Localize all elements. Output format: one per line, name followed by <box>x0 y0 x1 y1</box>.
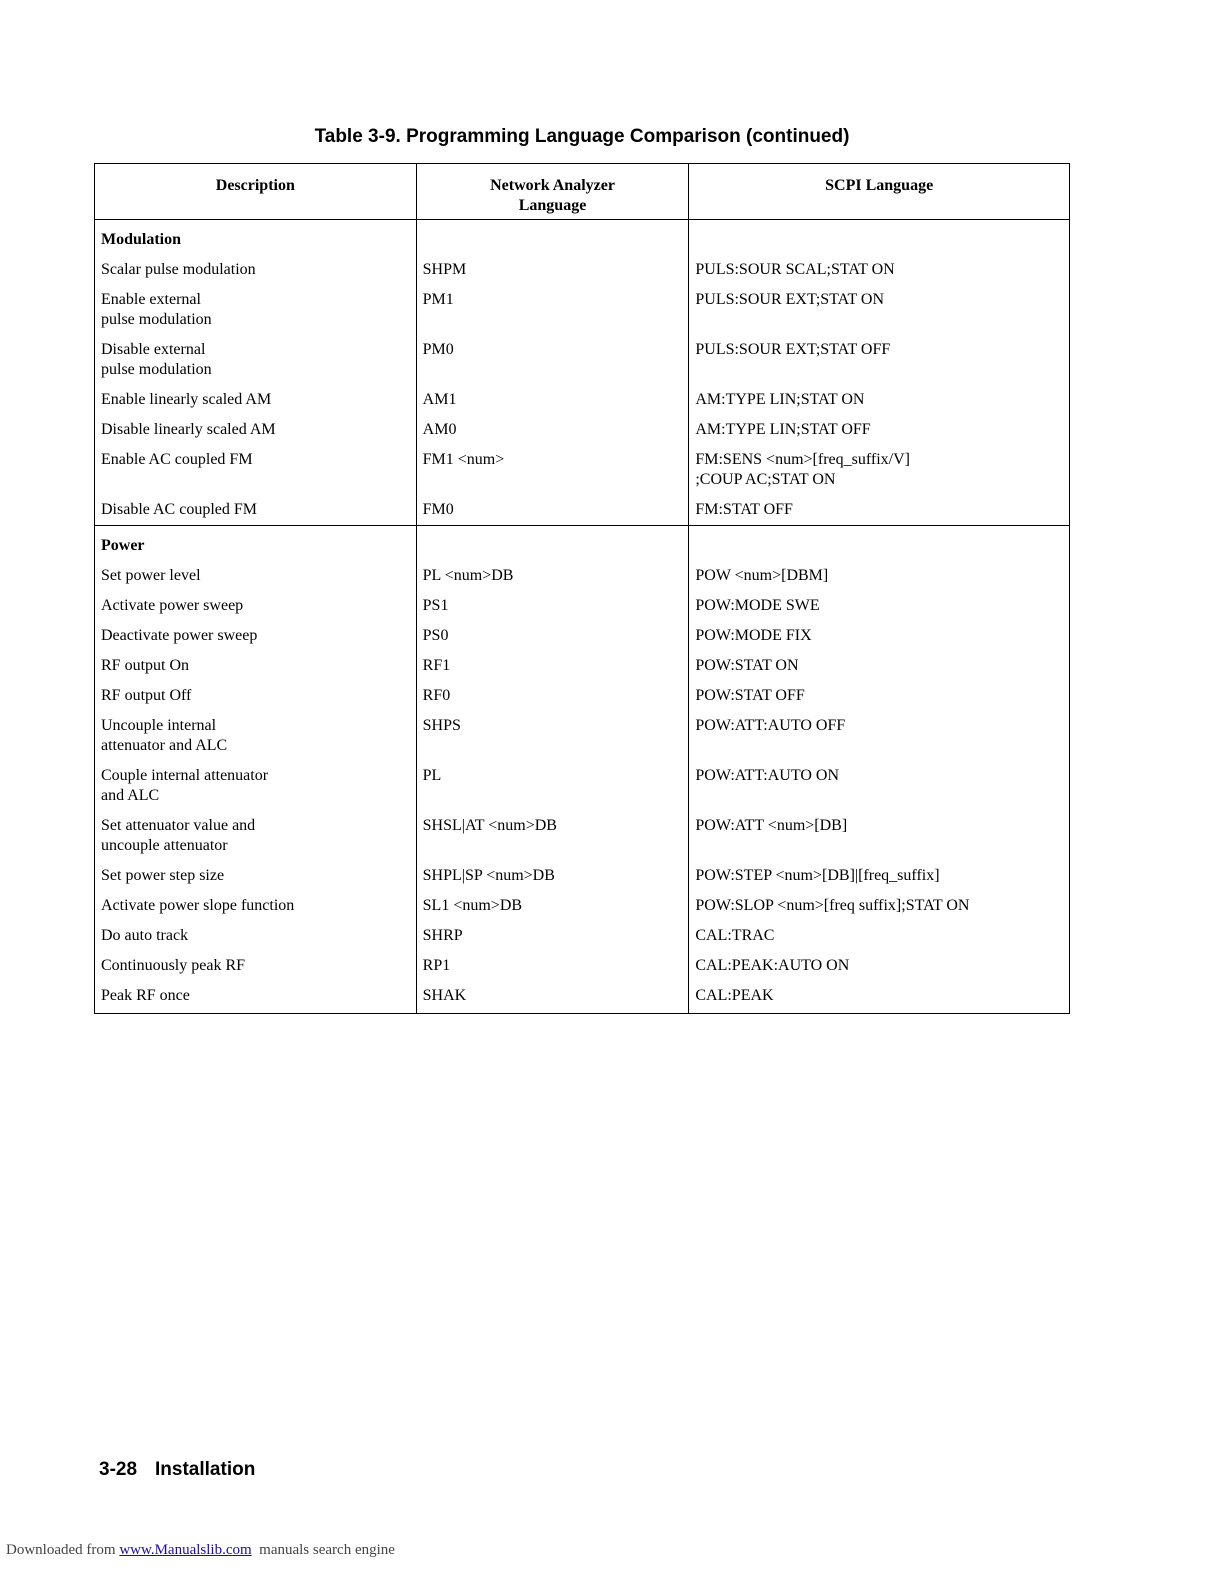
network-analyzer-cell <box>416 385 689 415</box>
scpi-cell-line: POW:STEP <num>[DB]|[freq_suffix] <box>695 867 940 884</box>
network-analyzer-cell-line: SHPM <box>422 261 467 278</box>
description-cell <box>95 621 417 651</box>
scpi-cell <box>689 681 1070 711</box>
network-analyzer-cell-line: SHSL|AT <num>DB <box>422 817 557 834</box>
scpi-cell <box>689 921 1070 951</box>
scpi-cell <box>689 495 1070 526</box>
scpi-cell-line: CAL:TRAC <box>695 927 775 944</box>
network-analyzer-cell-line: PL <box>422 767 442 784</box>
scpi-cell-line: FM:STAT OFF <box>695 501 793 518</box>
scpi-cell-line: AM:TYPE LIN;STAT OFF <box>695 421 871 438</box>
description-cell-line: Scalar pulse modulation <box>101 261 256 278</box>
empty-cell <box>689 526 1070 562</box>
scpi-cell <box>689 861 1070 891</box>
description-cell <box>95 255 417 285</box>
scpi-cell-line: POW <num>[DBM] <box>695 567 829 584</box>
network-analyzer-cell-line: SHRP <box>422 927 463 944</box>
scpi-cell-line: CAL:PEAK <box>695 987 774 1004</box>
scpi-cell-line: POW:MODE SWE <box>695 597 820 614</box>
description-cell-line: Deactivate power sweep <box>101 627 258 644</box>
scpi-cell <box>689 285 1070 335</box>
network-analyzer-cell <box>416 335 689 385</box>
scpi-cell <box>689 335 1070 385</box>
network-analyzer-cell <box>416 651 689 681</box>
network-analyzer-cell <box>416 861 689 891</box>
scpi-cell-line: PULS:SOUR EXT;STAT OFF <box>695 341 891 358</box>
description-cell-line: Uncouple internal <box>101 717 217 734</box>
scpi-cell-line: POW:STAT OFF <box>695 687 805 704</box>
table-row <box>95 891 1070 921</box>
table-row <box>95 385 1070 415</box>
table-row <box>95 561 1070 591</box>
scpi-cell <box>689 651 1070 681</box>
scpi-cell <box>689 951 1070 981</box>
description-cell-line: pulse modulation <box>101 311 212 328</box>
table-row <box>95 761 1070 811</box>
description-cell-line: Set power step size <box>101 867 225 884</box>
table-row <box>95 811 1070 861</box>
scpi-cell-line: POW:ATT <num>[DB] <box>695 817 848 834</box>
description-cell-line: Enable external <box>101 291 201 308</box>
description-cell <box>95 761 417 811</box>
description-cell <box>95 445 417 495</box>
table-row <box>95 591 1070 621</box>
table-row <box>95 335 1070 385</box>
description-cell-line: Disable AC coupled FM <box>101 501 257 518</box>
description-cell <box>95 891 417 921</box>
download-note <box>6 1542 395 1559</box>
table-row <box>95 285 1070 335</box>
scpi-cell <box>689 385 1070 415</box>
table-row <box>95 921 1070 951</box>
network-analyzer-cell <box>416 921 689 951</box>
header-network-line1: Network Analyzer <box>490 177 615 194</box>
network-analyzer-cell <box>416 591 689 621</box>
table-row <box>95 861 1070 891</box>
network-analyzer-cell-line: RP1 <box>422 957 451 974</box>
description-cell-line: Set attenuator value and <box>101 817 256 834</box>
section-row <box>95 220 1070 256</box>
description-cell-line: RF output On <box>101 657 190 674</box>
description-cell-line: Continuously peak RF <box>101 957 246 974</box>
scpi-cell-line: FM:SENS <num>[freq_suffix/V] <box>695 451 910 468</box>
description-cell-line: RF output Off <box>101 687 192 704</box>
scpi-cell <box>689 711 1070 761</box>
scpi-cell-line: POW:ATT:AUTO ON <box>695 767 839 784</box>
description-cell <box>95 495 417 526</box>
network-analyzer-cell-line: PM0 <box>422 341 454 358</box>
section-heading: Power <box>95 526 417 562</box>
network-analyzer-cell <box>416 285 689 335</box>
table-row <box>95 621 1070 651</box>
scpi-cell-line: POW:STAT ON <box>695 657 799 674</box>
scpi-cell <box>689 415 1070 445</box>
network-analyzer-cell <box>416 561 689 591</box>
scpi-cell-line: CAL:PEAK:AUTO ON <box>695 957 850 974</box>
network-analyzer-cell-line: SL1 <num>DB <box>422 897 523 914</box>
description-cell-line: attenuator and ALC <box>101 737 228 754</box>
network-analyzer-cell <box>416 495 689 526</box>
description-cell <box>95 681 417 711</box>
network-analyzer-cell <box>416 891 689 921</box>
table-row <box>95 711 1070 761</box>
section-heading: Modulation <box>95 220 417 256</box>
network-analyzer-cell <box>416 255 689 285</box>
network-analyzer-cell <box>416 621 689 651</box>
chapter-name: Installation <box>155 1459 256 1480</box>
network-analyzer-cell-line: AM0 <box>422 421 457 438</box>
network-analyzer-cell-line: PS1 <box>422 597 449 614</box>
description-cell <box>95 651 417 681</box>
network-analyzer-cell <box>416 681 689 711</box>
description-cell <box>95 711 417 761</box>
empty-cell <box>416 220 689 256</box>
network-analyzer-cell-line: PS0 <box>422 627 449 644</box>
description-cell-line: Activate power slope function <box>101 897 295 914</box>
scpi-cell-line: POW:MODE FIX <box>695 627 812 644</box>
scpi-cell <box>689 255 1070 285</box>
description-cell-line: Do auto track <box>101 927 189 944</box>
header-scpi: SCPI Language <box>689 164 1070 220</box>
download-suffix: manuals search engine <box>259 1542 395 1558</box>
scpi-cell <box>689 445 1070 495</box>
scpi-cell <box>689 981 1070 1014</box>
scpi-cell-line: PULS:SOUR EXT;STAT ON <box>695 291 885 308</box>
page-number: 3-28 <box>99 1459 138 1480</box>
header-network-analyzer <box>416 164 689 220</box>
network-analyzer-cell <box>416 811 689 861</box>
table-row <box>95 445 1070 495</box>
table-row <box>95 651 1070 681</box>
header-network-line2: Language <box>518 197 587 214</box>
description-cell-line: Enable linearly scaled AM <box>101 391 272 408</box>
scpi-cell-line: POW:SLOP <num>[freq suffix];STAT ON <box>695 897 970 914</box>
table-row <box>95 255 1070 285</box>
description-cell <box>95 285 417 335</box>
description-cell-line: Activate power sweep <box>101 597 244 614</box>
network-analyzer-cell <box>416 445 689 495</box>
network-analyzer-cell-line: PM1 <box>422 291 454 308</box>
section-row <box>95 526 1070 562</box>
description-cell <box>95 561 417 591</box>
description-cell <box>95 951 417 981</box>
description-cell-line: Enable AC coupled FM <box>101 451 253 468</box>
network-analyzer-cell <box>416 761 689 811</box>
description-cell <box>95 415 417 445</box>
network-analyzer-cell-line: RF1 <box>422 657 451 674</box>
network-analyzer-cell-line: SHAK <box>422 987 467 1004</box>
description-cell-line: Peak RF once <box>101 987 190 1004</box>
header-description: Description <box>95 164 417 220</box>
language-comparison-table <box>94 163 1070 1014</box>
scpi-cell <box>689 621 1070 651</box>
network-analyzer-cell-line: AM1 <box>422 391 457 408</box>
description-cell-line: Disable linearly scaled AM <box>101 421 276 438</box>
description-cell <box>95 981 417 1014</box>
header-row <box>95 164 1070 220</box>
network-analyzer-cell-line: SHPS <box>422 717 461 734</box>
scpi-cell <box>689 591 1070 621</box>
network-analyzer-cell-line: SHPL|SP <num>DB <box>422 867 555 884</box>
table-row <box>95 681 1070 711</box>
page-footer <box>99 1459 255 1481</box>
description-cell <box>95 335 417 385</box>
manualslib-link[interactable]: www.Manualslib.com <box>119 1542 252 1558</box>
network-analyzer-cell-line: RF0 <box>422 687 451 704</box>
network-analyzer-cell-line: FM1 <num> <box>422 451 505 468</box>
scpi-cell-line: AM:TYPE LIN;STAT ON <box>695 391 865 408</box>
scpi-cell-line: ;COUP AC;STAT ON <box>695 471 836 488</box>
description-cell <box>95 921 417 951</box>
scpi-cell <box>689 811 1070 861</box>
empty-cell <box>416 526 689 562</box>
description-cell-line: uncouple attenuator <box>101 837 228 854</box>
description-cell-line: and ALC <box>101 787 160 804</box>
scpi-cell <box>689 561 1070 591</box>
network-analyzer-cell <box>416 711 689 761</box>
description-cell <box>95 385 417 415</box>
description-cell <box>95 591 417 621</box>
table-row <box>95 495 1070 526</box>
network-analyzer-cell <box>416 981 689 1014</box>
table-row <box>95 981 1070 1014</box>
scpi-cell <box>689 891 1070 921</box>
scpi-cell-line: PULS:SOUR SCAL;STAT ON <box>695 261 895 278</box>
description-cell-line: Disable external <box>101 341 206 358</box>
description-cell-line: Couple internal attenuator <box>101 767 269 784</box>
table-row <box>95 951 1070 981</box>
network-analyzer-cell-line: PL <num>DB <box>422 567 514 584</box>
network-analyzer-cell-line: FM0 <box>422 501 454 518</box>
scpi-cell <box>689 761 1070 811</box>
description-cell <box>95 811 417 861</box>
download-prefix: Downloaded from <box>6 1542 116 1558</box>
description-cell <box>95 861 417 891</box>
table-row <box>95 415 1070 445</box>
description-cell-line: Set power level <box>101 567 201 584</box>
scpi-cell-line: POW:ATT:AUTO OFF <box>695 717 846 734</box>
network-analyzer-cell <box>416 415 689 445</box>
table-body <box>95 220 1070 1014</box>
description-cell-line: pulse modulation <box>101 361 212 378</box>
network-analyzer-cell <box>416 951 689 981</box>
empty-cell <box>689 220 1070 256</box>
table-title: Table 3-9. Programming Language Comparison (continued) <box>314 126 850 147</box>
